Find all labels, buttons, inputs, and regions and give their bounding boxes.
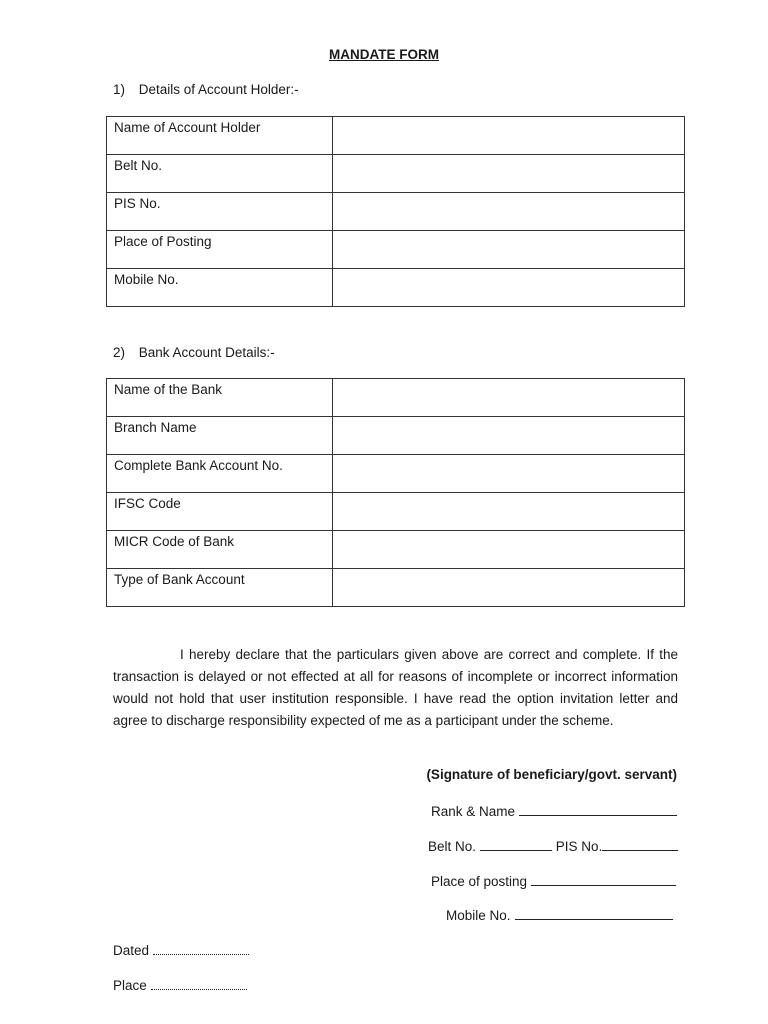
field-label-account-no: Complete Bank Account No. [107,455,333,493]
field-value-place-of-posting[interactable] [333,231,685,269]
field-label-branch-name: Branch Name [107,417,333,455]
declaration-paragraph [113,644,678,732]
mobile-no-label: Mobile No. [446,908,511,923]
field-value-ifsc-code[interactable] [333,493,685,531]
place-of-posting-label: Place of posting [431,874,528,889]
field-value-belt-no[interactable] [333,155,685,193]
table-row [107,231,685,269]
field-value-account-holder-name[interactable] [333,117,685,155]
table-row [107,493,685,531]
rank-name-line [431,803,677,819]
field-label-bank-name: Name of the Bank [107,379,333,417]
section-1-heading-text: Details of Account Holder:- [138,82,299,97]
declaration-text: I hereby declare that the particulars given above are correct and complete. If the transaction is delayed or not effected at all for reasons of incomplete or incorrect information would not hold that user institution responsible. I have read the option invitation letter and agree to discharge responsibility expected of me as a participant under the scheme. [113,647,678,728]
table-row [107,379,685,417]
dated-blank[interactable] [153,942,249,955]
table-row [107,455,685,493]
field-value-micr-code[interactable] [333,531,685,569]
table-row [107,193,685,231]
place-of-posting-line [431,873,676,889]
section-1-number: 1) [113,82,126,97]
field-value-bank-name[interactable] [333,379,685,417]
section-2-heading-text: Bank Account Details:- [138,345,275,360]
mobile-no-line [446,907,673,923]
place-label: Place [113,978,147,993]
field-label-account-holder-name: Name of Account Holder [107,117,333,155]
field-label-pis-no: PIS No. [107,193,333,231]
dated-label: Dated [113,943,150,958]
field-label-place-of-posting: Place of Posting [107,231,333,269]
mobile-no-blank[interactable] [515,907,673,920]
account-holder-table [106,116,685,307]
pis-no-label: PIS No. [555,839,603,854]
table-row [107,155,685,193]
section-1-heading [113,82,299,97]
rank-name-blank[interactable] [519,803,677,816]
field-label-micr-code: MICR Code of Bank [107,531,333,569]
place-line [113,977,247,993]
bank-account-table [106,378,685,607]
table-row [107,269,685,307]
field-label-ifsc-code: IFSC Code [107,493,333,531]
field-value-account-no[interactable] [333,455,685,493]
table-row [107,117,685,155]
field-label-account-type: Type of Bank Account [107,569,333,607]
form-title: MANDATE FORM [329,47,439,62]
field-label-belt-no: Belt No. [107,155,333,193]
section-2-number: 2) [113,345,126,360]
table-row [107,569,685,607]
place-of-posting-blank[interactable] [531,873,676,886]
belt-no-blank[interactable] [480,838,552,851]
table-row [107,531,685,569]
dated-line [113,942,249,958]
belt-pis-line [428,838,678,854]
signature-title: (Signature of beneficiary/govt. servant) [426,767,677,782]
rank-name-label: Rank & Name [431,804,516,819]
section-2-heading [113,345,275,360]
field-value-mobile-no[interactable] [333,269,685,307]
field-value-account-type[interactable] [333,569,685,607]
field-value-branch-name[interactable] [333,417,685,455]
field-label-mobile-no: Mobile No. [107,269,333,307]
belt-no-label: Belt No. [428,839,477,854]
pis-no-blank[interactable] [602,838,678,851]
place-blank[interactable] [151,977,247,990]
field-value-pis-no[interactable] [333,193,685,231]
table-row [107,417,685,455]
